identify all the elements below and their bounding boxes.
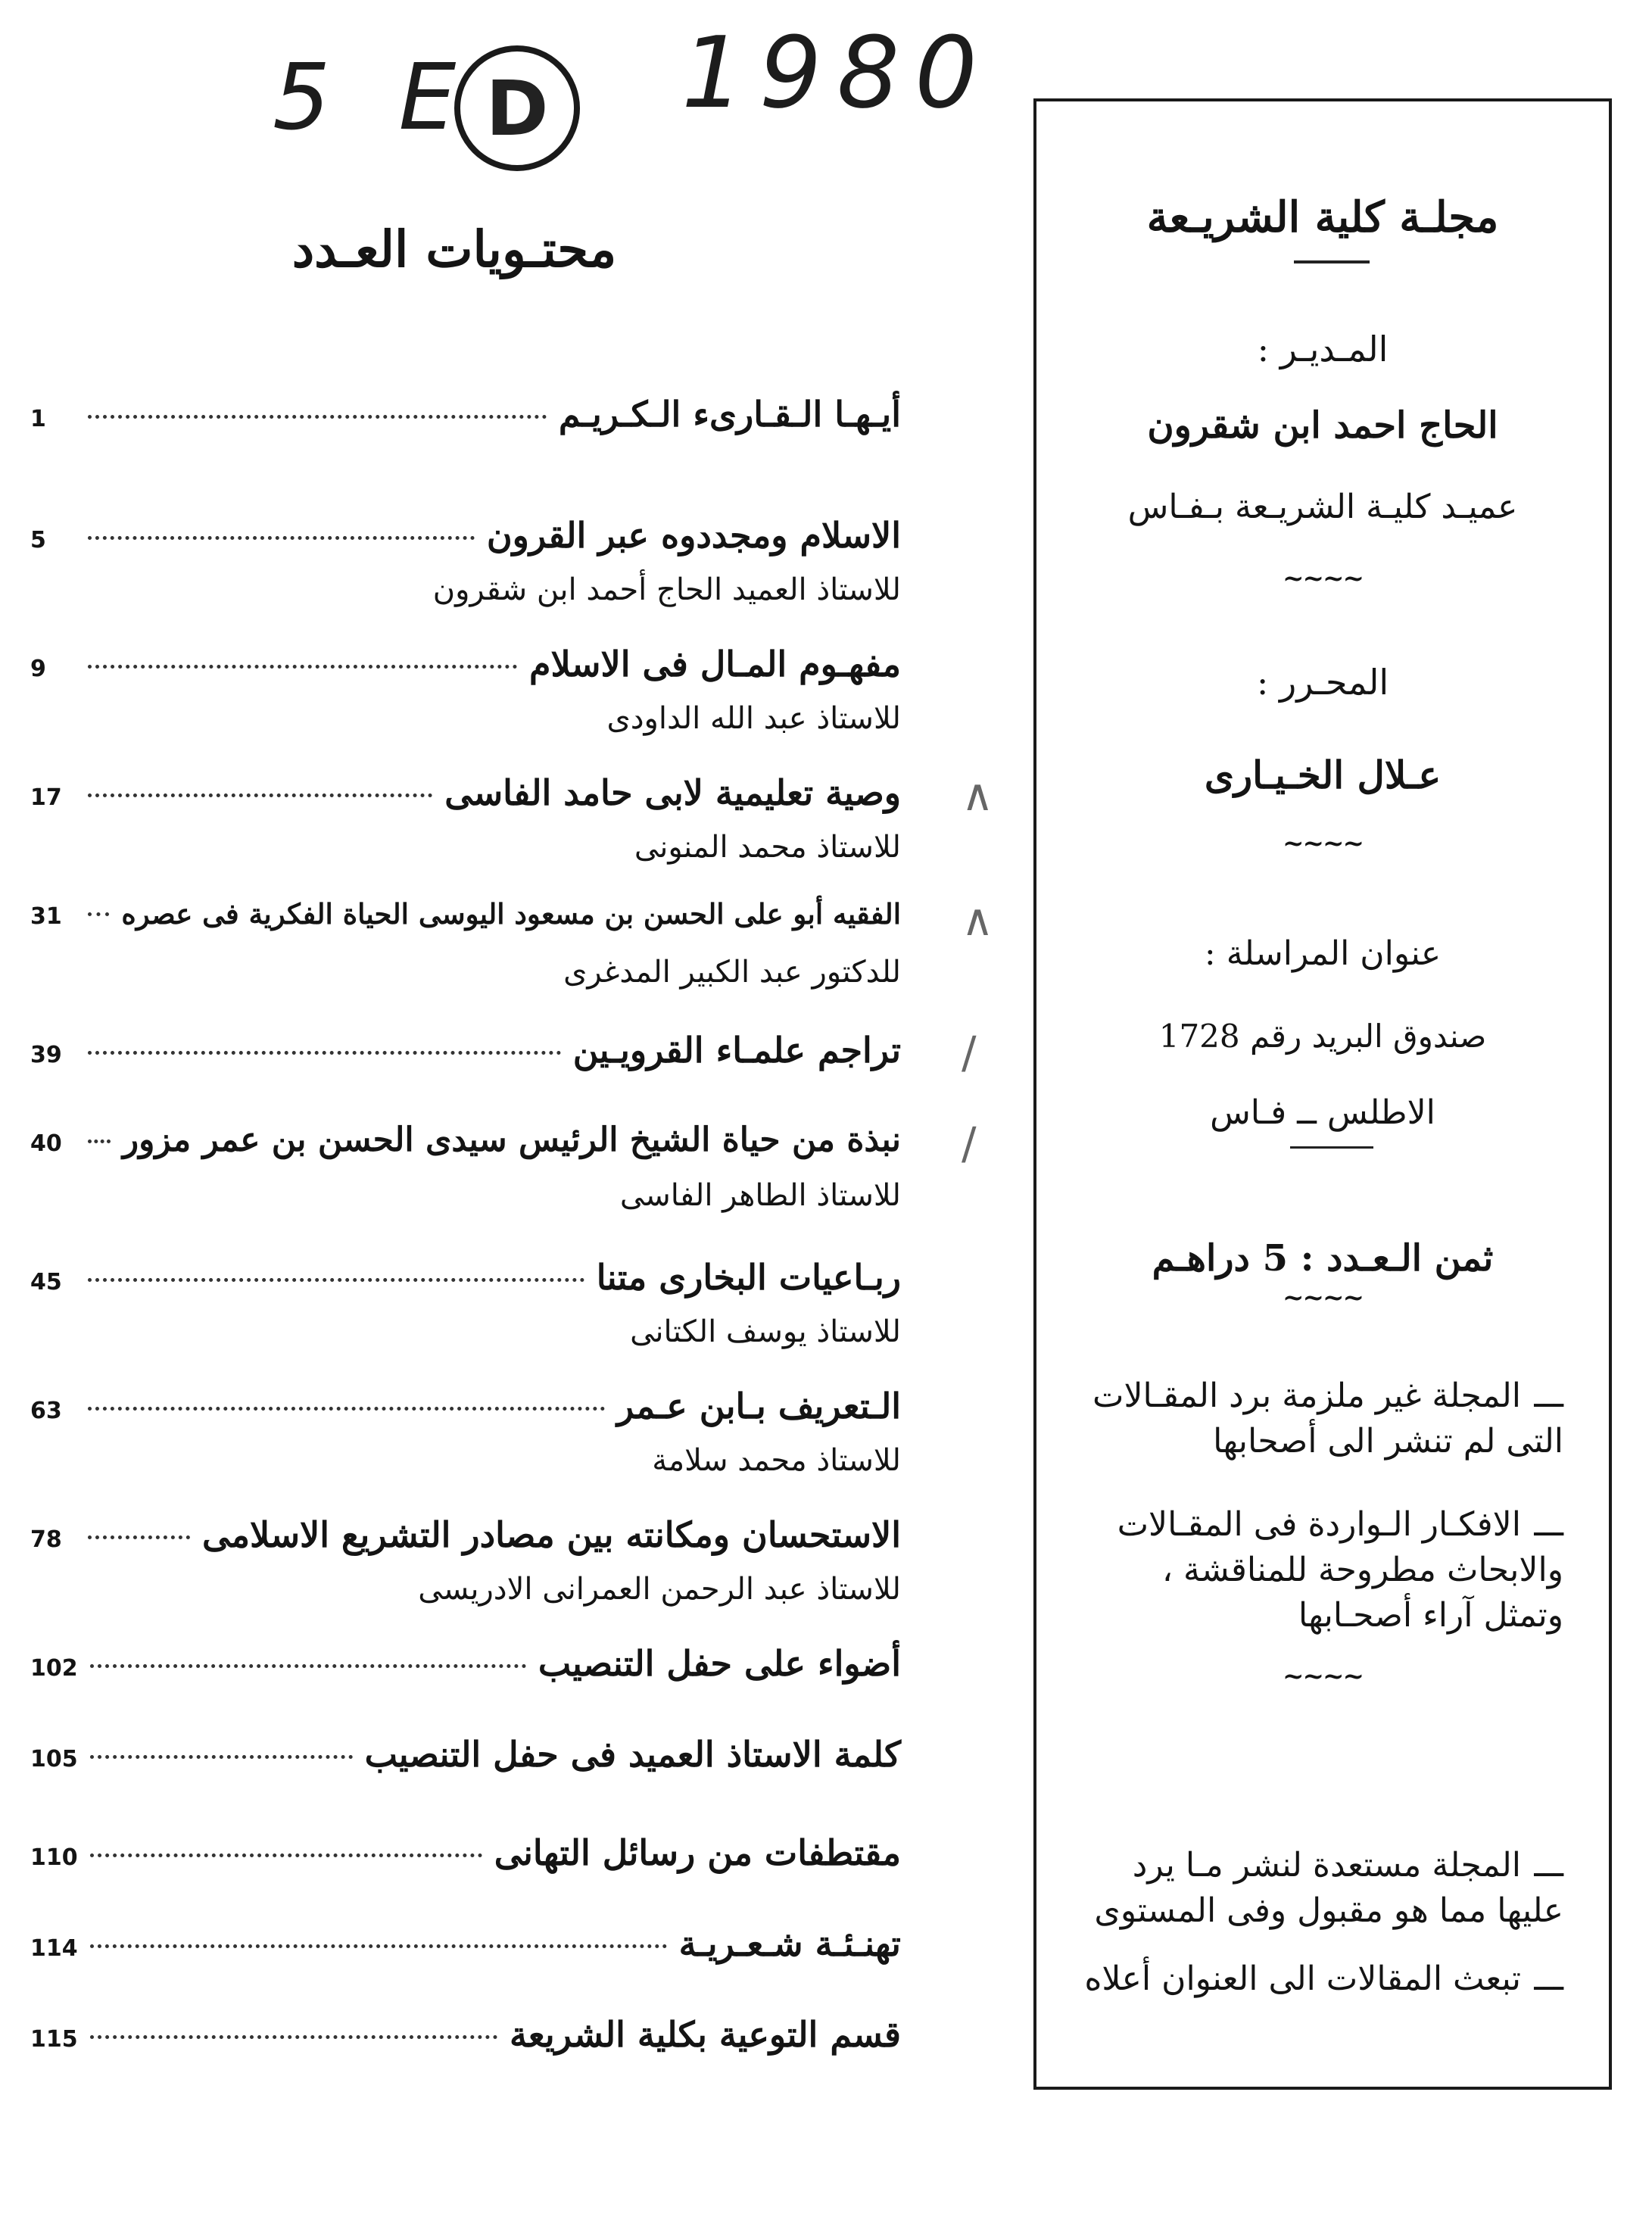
dot-leader <box>88 1535 190 1539</box>
dot-leader <box>90 1755 353 1759</box>
toc-page-number: 9 <box>30 656 46 682</box>
toc-row <box>30 772 901 825</box>
handwritten-reference: 5 E <box>273 45 476 151</box>
toc-page-number: 102 <box>30 1655 78 1682</box>
toc-entry-author: للاستاذ الطاهر الفاسى <box>619 1178 901 1213</box>
dot-leader <box>88 1407 605 1411</box>
toc-row <box>30 897 901 950</box>
toc-row <box>30 1643 901 1696</box>
toc-entry-author: للاستاذ يوسف الكتانى <box>630 1314 901 1349</box>
note-item: ـــالمجلة مستعدة لنشر مـا يرد عليها مما هو مقبول وفى المستوى <box>1094 1846 1563 1930</box>
toc-entry-title: مقتطفات من رسائل التهانى <box>494 1832 901 1873</box>
dot-leader <box>90 1944 667 1948</box>
po-box: صندوق البريد رقم 1728 <box>1158 1018 1487 1055</box>
toc-entry-title: الاسلام ومجددوه عبر القرون <box>486 515 901 556</box>
city-underline <box>1290 1146 1373 1149</box>
toc-entry-title: كلمة الاستاذ العميد فى حفل التنصيب <box>364 1734 901 1775</box>
toc-entry <box>30 1514 901 1620</box>
toc-entry <box>30 1027 977 1136</box>
toc-entry-title: أضواء على حفل التنصيب <box>538 1643 901 1684</box>
dot-leader <box>88 1140 111 1143</box>
toc-page-number: 40 <box>30 1130 62 1157</box>
toc-entry <box>30 644 901 750</box>
toc-entry <box>30 1386 901 1492</box>
toc-entry-title: قسم التوعية بكلية الشريعة <box>510 2014 901 2055</box>
dot-leader <box>88 1278 584 1282</box>
dot-leader <box>90 1853 482 1857</box>
toc-row <box>30 1257 901 1310</box>
separator-ornament: ~~~~ <box>1283 1661 1363 1691</box>
toc-page-number: 105 <box>30 1746 78 1772</box>
toc-entry <box>30 894 994 1003</box>
toc-entry-title: الاستحسان ومكانته بين مصادر التشريع الاسلامى <box>202 1514 901 1555</box>
toc-entry-title: ربـاعيات البخارى متنا <box>596 1257 901 1298</box>
toc-entry-author: للدكتور عبد الكبير المدغرى <box>563 955 901 990</box>
toc-row <box>30 1121 901 1174</box>
toc-entry <box>30 1257 901 1363</box>
pencil-mark: ∧ <box>962 769 994 821</box>
toc-entry <box>30 515 901 621</box>
toc-row <box>30 2014 901 2067</box>
toc-row <box>30 515 901 568</box>
toc-entry <box>30 394 901 500</box>
toc-page-number: 115 <box>30 2026 78 2053</box>
library-stamp <box>454 45 580 171</box>
dot-leader <box>88 1051 561 1055</box>
note-item: ـــالمجلة غير ملزمة برد المقـالات التى لم تنشر الى أصحابها <box>1093 1376 1563 1461</box>
toc-page-number: 110 <box>30 1844 78 1871</box>
toc-row <box>30 394 901 447</box>
toc-entry <box>30 1832 901 1938</box>
toc-entry-title: وصية تعليمية لابى حامد الفاسى <box>444 772 901 813</box>
journal-title: مجلـة كلية الشريـعة <box>1146 192 1499 242</box>
toc-entry <box>30 1923 901 2029</box>
issue-price: ثمن الـعـدد : 5 دراهـم <box>1152 1237 1494 1280</box>
dot-leader <box>90 2035 497 2039</box>
toc-page-number: 39 <box>30 1042 62 1068</box>
director-label: المـديـر : <box>1257 329 1389 369</box>
dot-leader <box>88 665 517 669</box>
toc-entry-author: للاستاذ عبد الرحمن العمرانى الادريسى <box>418 1572 901 1607</box>
toc-row <box>30 1386 901 1439</box>
toc-page-number: 63 <box>30 1398 62 1424</box>
separator-ornament: ~~~~ <box>1283 1283 1363 1313</box>
toc-entry-title: تراجم علمـاء القرويـين <box>572 1030 901 1071</box>
masthead-box <box>1033 98 1612 2090</box>
editor-label: المحـرر : <box>1256 662 1389 703</box>
toc-entry-author: للاستاذ محمد المنونى <box>634 830 901 865</box>
toc-row <box>30 1734 901 1787</box>
handwritten-year: 1980 <box>681 15 993 130</box>
city: الاطلس ــ فـاس <box>1210 1093 1435 1132</box>
toc-entry-title: الـتعريف بـابن عـمر <box>616 1386 901 1426</box>
toc-entry <box>30 769 994 878</box>
toc-entry-title: مفهـوم المـال فى الاسلام <box>529 644 901 684</box>
toc-page-number: 17 <box>30 784 62 811</box>
dot-leader <box>88 536 475 540</box>
toc-page-number: 5 <box>30 527 46 553</box>
separator-ornament: ~~~~ <box>1283 563 1363 594</box>
title-underline <box>1294 260 1370 263</box>
director-name: الحاج احمد ابن شقرون <box>1147 404 1498 447</box>
toc-heading: محتـويات العـدد <box>291 220 617 279</box>
dot-leader <box>90 1664 526 1668</box>
toc-entry <box>30 1118 977 1227</box>
toc-entry-author: للاستاذ عبد الله الداودى <box>606 701 901 736</box>
dot-leader <box>88 912 109 916</box>
toc-entry <box>30 2014 901 2120</box>
pencil-mark: / <box>962 1118 977 1169</box>
pencil-mark: ∧ <box>962 894 994 946</box>
toc-row <box>30 644 901 697</box>
toc-entry <box>30 1734 901 1840</box>
toc-row <box>30 1030 901 1083</box>
toc-page-number: 45 <box>30 1269 62 1295</box>
toc-entry-author: للاستاذ محمد سلامة <box>652 1443 901 1478</box>
note-item: ـــتبعث المقالات الى العنوان أعلاه <box>1084 1959 1563 1998</box>
toc-page-number: 114 <box>30 1935 78 1962</box>
toc-row <box>30 1923 901 1976</box>
pencil-mark: / <box>962 1027 977 1078</box>
toc-entry <box>30 1643 901 1749</box>
toc-page-number: 31 <box>30 903 62 930</box>
toc-row <box>30 1514 901 1567</box>
toc-entry-author: للاستاذ العميد الحاج أحمد ابن شقرون <box>432 572 901 607</box>
toc-page-number: 1 <box>30 406 46 432</box>
dot-leader <box>88 415 547 419</box>
toc-page-number: 78 <box>30 1526 62 1553</box>
toc-row <box>30 1832 901 1885</box>
toc-entry-title: نبذة من حياة الشيخ الرئيس سيدى الحسن بن عمر مزور <box>122 1121 901 1159</box>
dot-leader <box>88 793 432 797</box>
stamp-letter: D <box>485 64 549 153</box>
address-label: عنوان المراسلة : <box>1204 934 1442 973</box>
editor-name: عـلال الخـيـارى <box>1204 753 1442 797</box>
separator-ornament: ~~~~ <box>1283 828 1363 859</box>
toc-entry-title: الفقيه أبو على الحسن بن مسعود اليوسى الحياة الفكرية فى عصره <box>121 897 901 931</box>
toc-entry-title: أيـهـا الـقـارىء الـكـريـم <box>558 394 901 435</box>
note-item: ـــالافكـار الـواردة فى المقـالات والابحاث مطروحة للمناقشة ، وتمثل آراء أصحـابها <box>1117 1505 1563 1635</box>
toc-entry-title: تهنـئـة شـعـريـة <box>678 1923 901 1964</box>
director-role: عميـد كليـة الشريـعة بـفـاس <box>1127 488 1518 526</box>
